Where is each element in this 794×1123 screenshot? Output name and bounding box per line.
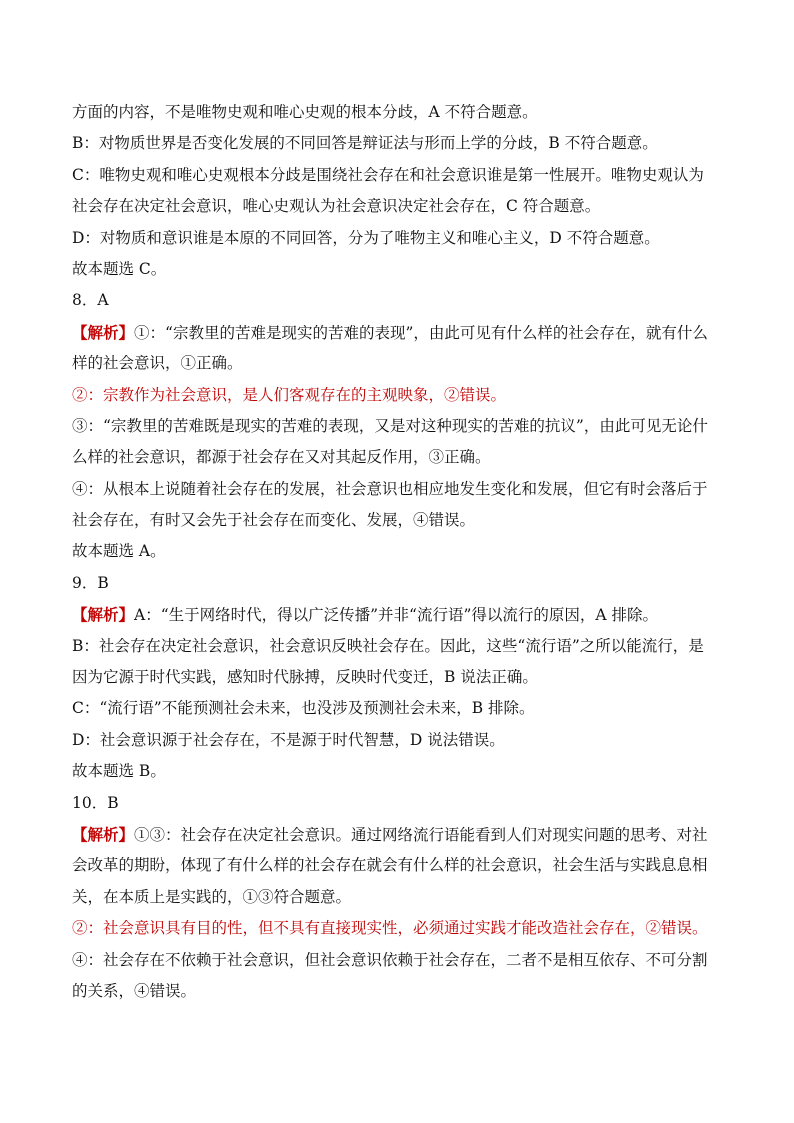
answer-conclusion: 故本题选 B。: [72, 762, 166, 781]
paragraph-line: 么样的社会意识，都源于社会存在又对其起反作用，③正确。: [72, 448, 491, 467]
paragraph-line: C：“流行语”不能预测社会未来，也没涉及预测社会未来，B 排除。: [72, 699, 535, 718]
paragraph-line: ④：从根本上说随着社会存在的发展，社会意识也相应地发生变化和发展，但它有时会落后于: [72, 479, 708, 498]
paragraph-line: 的关系，④错误。: [72, 981, 197, 1000]
paragraph-line: 因为它源于时代实践，感知时代脉搏，反映时代变迁，B 说法正确。: [72, 668, 538, 687]
paragraph-line: B：社会存在决定社会意识，社会意识反映社会存在。因此，这些“流行语”之所以能流行，是: [72, 636, 704, 655]
option-d-analysis: D：对物质和意识谁是本原的不同回答，分为了唯物主义和唯心主义，D 不符合题意。: [72, 228, 660, 247]
option-c-analysis-cont: 社会存在决定社会意识，唯心史观认为社会意识决定社会存在，C 符合题意。: [72, 197, 601, 216]
paragraph-line: 样的社会意识，①正确。: [72, 354, 243, 373]
paragraph-line: ④：社会存在不依赖于社会意识，但社会意识依赖于社会存在，二者不是相互依存、不可分割: [72, 950, 708, 969]
paragraph-line: ③：“宗教里的苦难既是现实的苦难的表现，又是对这种现实的苦难的抗议”，由此可见无论什: [72, 416, 708, 435]
question-9: [72, 568, 722, 788]
question-10: [72, 788, 722, 1008]
question-header: 9．B: [72, 573, 109, 592]
answer-conclusion: 故本题选 C。: [72, 259, 167, 278]
answer-conclusion: 故本题选 A。: [72, 542, 166, 561]
analysis-line: [72, 317, 722, 348]
analysis-line: [72, 819, 722, 850]
paragraph-line: 方面的内容，不是唯物史观和唯心史观的根本分歧，A 不符合题意。: [72, 103, 538, 121]
paragraph-line: 关，在本质上是实践的，①③符合题意。: [72, 887, 352, 906]
analysis-text: ①③：社会存在决定社会意识。通过网络流行语能看到人们对现实问题的思考、对社: [134, 825, 708, 844]
analysis-text: A：“生于网络时代，得以广泛传播”并非“流行语”得以流行的原因，A 排除。: [134, 606, 659, 625]
analysis-tag: 【解析】: [72, 605, 135, 625]
paragraph-line: D：社会意识源于社会存在，不是源于时代智慧，D 说法错误。: [72, 730, 505, 749]
question-header: 10．B: [72, 793, 119, 812]
analysis-line: [72, 599, 722, 630]
wrong-item-analysis: ②：社会意识具有目的性，但不具有直接现实性，必须通过实践才能改造社会存在，②错误。: [72, 919, 708, 938]
question-header: 8．A: [72, 291, 109, 310]
answer-explanations: [72, 97, 722, 1007]
analysis-tag: 【解析】: [72, 322, 135, 342]
wrong-item-analysis: ②：宗教作为社会意识，是人们客观存在的主观映象，②错误。: [72, 385, 507, 404]
option-c-analysis: C：唯物史观和唯心史观根本分歧是围绕社会存在和社会意识谁是第一性展开。唯物史观认为: [72, 165, 704, 184]
analysis-text: ①：“宗教里的苦难是现实的苦难的表现”，由此可见有什么样的社会存在，就有什么: [134, 323, 708, 342]
question-7-tail: [72, 97, 722, 285]
question-8: [72, 285, 722, 568]
option-b-analysis: B：对物质世界是否变化发展的不同回答是辩证法与形而上学的分歧，B 不符合题意。: [72, 134, 658, 153]
paragraph-line: 会改革的期盼，体现了有什么样的社会存在就会有什么样的社会意识，社会生活与实践息息相: [72, 856, 708, 875]
analysis-tag: 【解析】: [72, 824, 135, 844]
paragraph-line: 社会存在，有时又会先于社会存在而变化、发展，④错误。: [72, 511, 476, 530]
